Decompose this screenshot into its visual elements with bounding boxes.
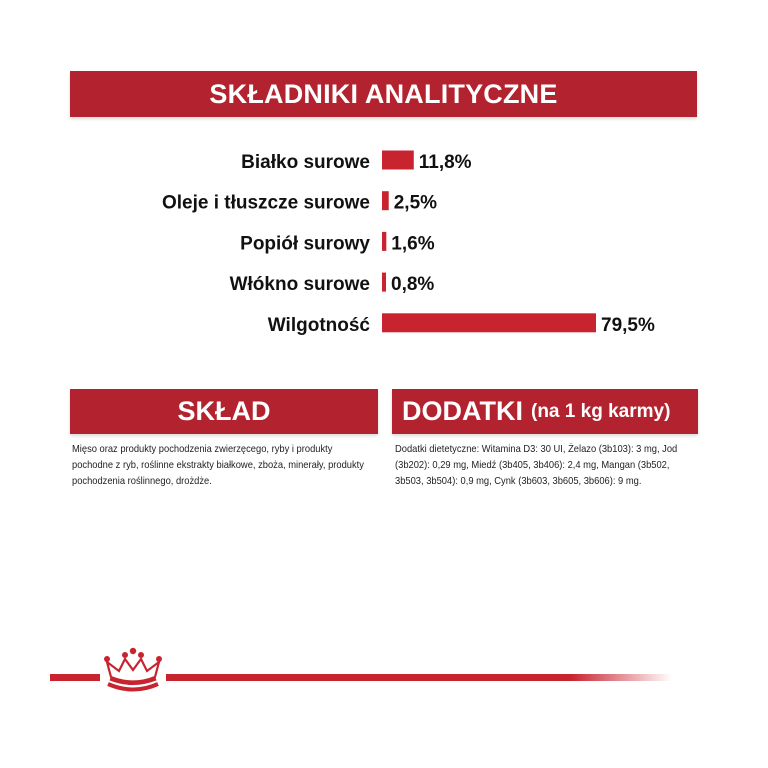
dodatki-subtitle: (na 1 kg karmy) (531, 400, 671, 422)
bar (382, 232, 386, 251)
analytic-chart (0, 135, 768, 350)
analytic-title: SKŁADNIKI ANALITYCZNE (209, 78, 558, 109)
bar (382, 191, 389, 210)
sklad-title: SKŁAD (177, 396, 271, 426)
analytic-banner (70, 71, 697, 117)
dodatki-title: DODATKI (402, 396, 523, 426)
value-label: 79,5% (601, 314, 655, 336)
crown-icon (104, 648, 162, 690)
footer-line-left (50, 674, 100, 681)
dodatki-banner (392, 389, 698, 434)
category-label: Włókno surowe (229, 274, 370, 296)
dodatki-text: Dodatki dietetyczne: Witamina D3: 30 UI, Żelazo (3b103): 3 mg, Jod (3b202): 0,29 mg, Miedź (3b405, 3b406): 2,4 mg, Mangan (3b502, 3b503, 3b504): 0,9 mg, Cynk (3b603, 3b605, 3b606): 9 mg. (395, 444, 678, 487)
value-label: 2,5% (393, 192, 438, 214)
sklad-banner (70, 389, 378, 434)
value-label: 0,8% (391, 274, 435, 296)
category-label: Białko surowe (241, 152, 370, 173)
value-label: 11,8% (418, 152, 472, 173)
category-label: Popiół surowy (240, 233, 370, 255)
sklad-text: Mięso oraz produkty pochodzenia zwierzęcego, ryby i produkty pochodne z ryb, roślinne ekstrakty białkowe, zboża, minerały, produkty pochodzenia roślinnego, drożdże. (72, 444, 364, 487)
value-label: 1,6% (391, 233, 435, 255)
footer-line-right (166, 674, 672, 681)
bar (382, 151, 414, 170)
category-label: Oleje i tłuszcze surowe (161, 192, 370, 214)
category-label: Wilgotność (267, 314, 370, 336)
bar (382, 313, 596, 332)
footer-brand (0, 635, 768, 695)
bar (382, 273, 386, 292)
